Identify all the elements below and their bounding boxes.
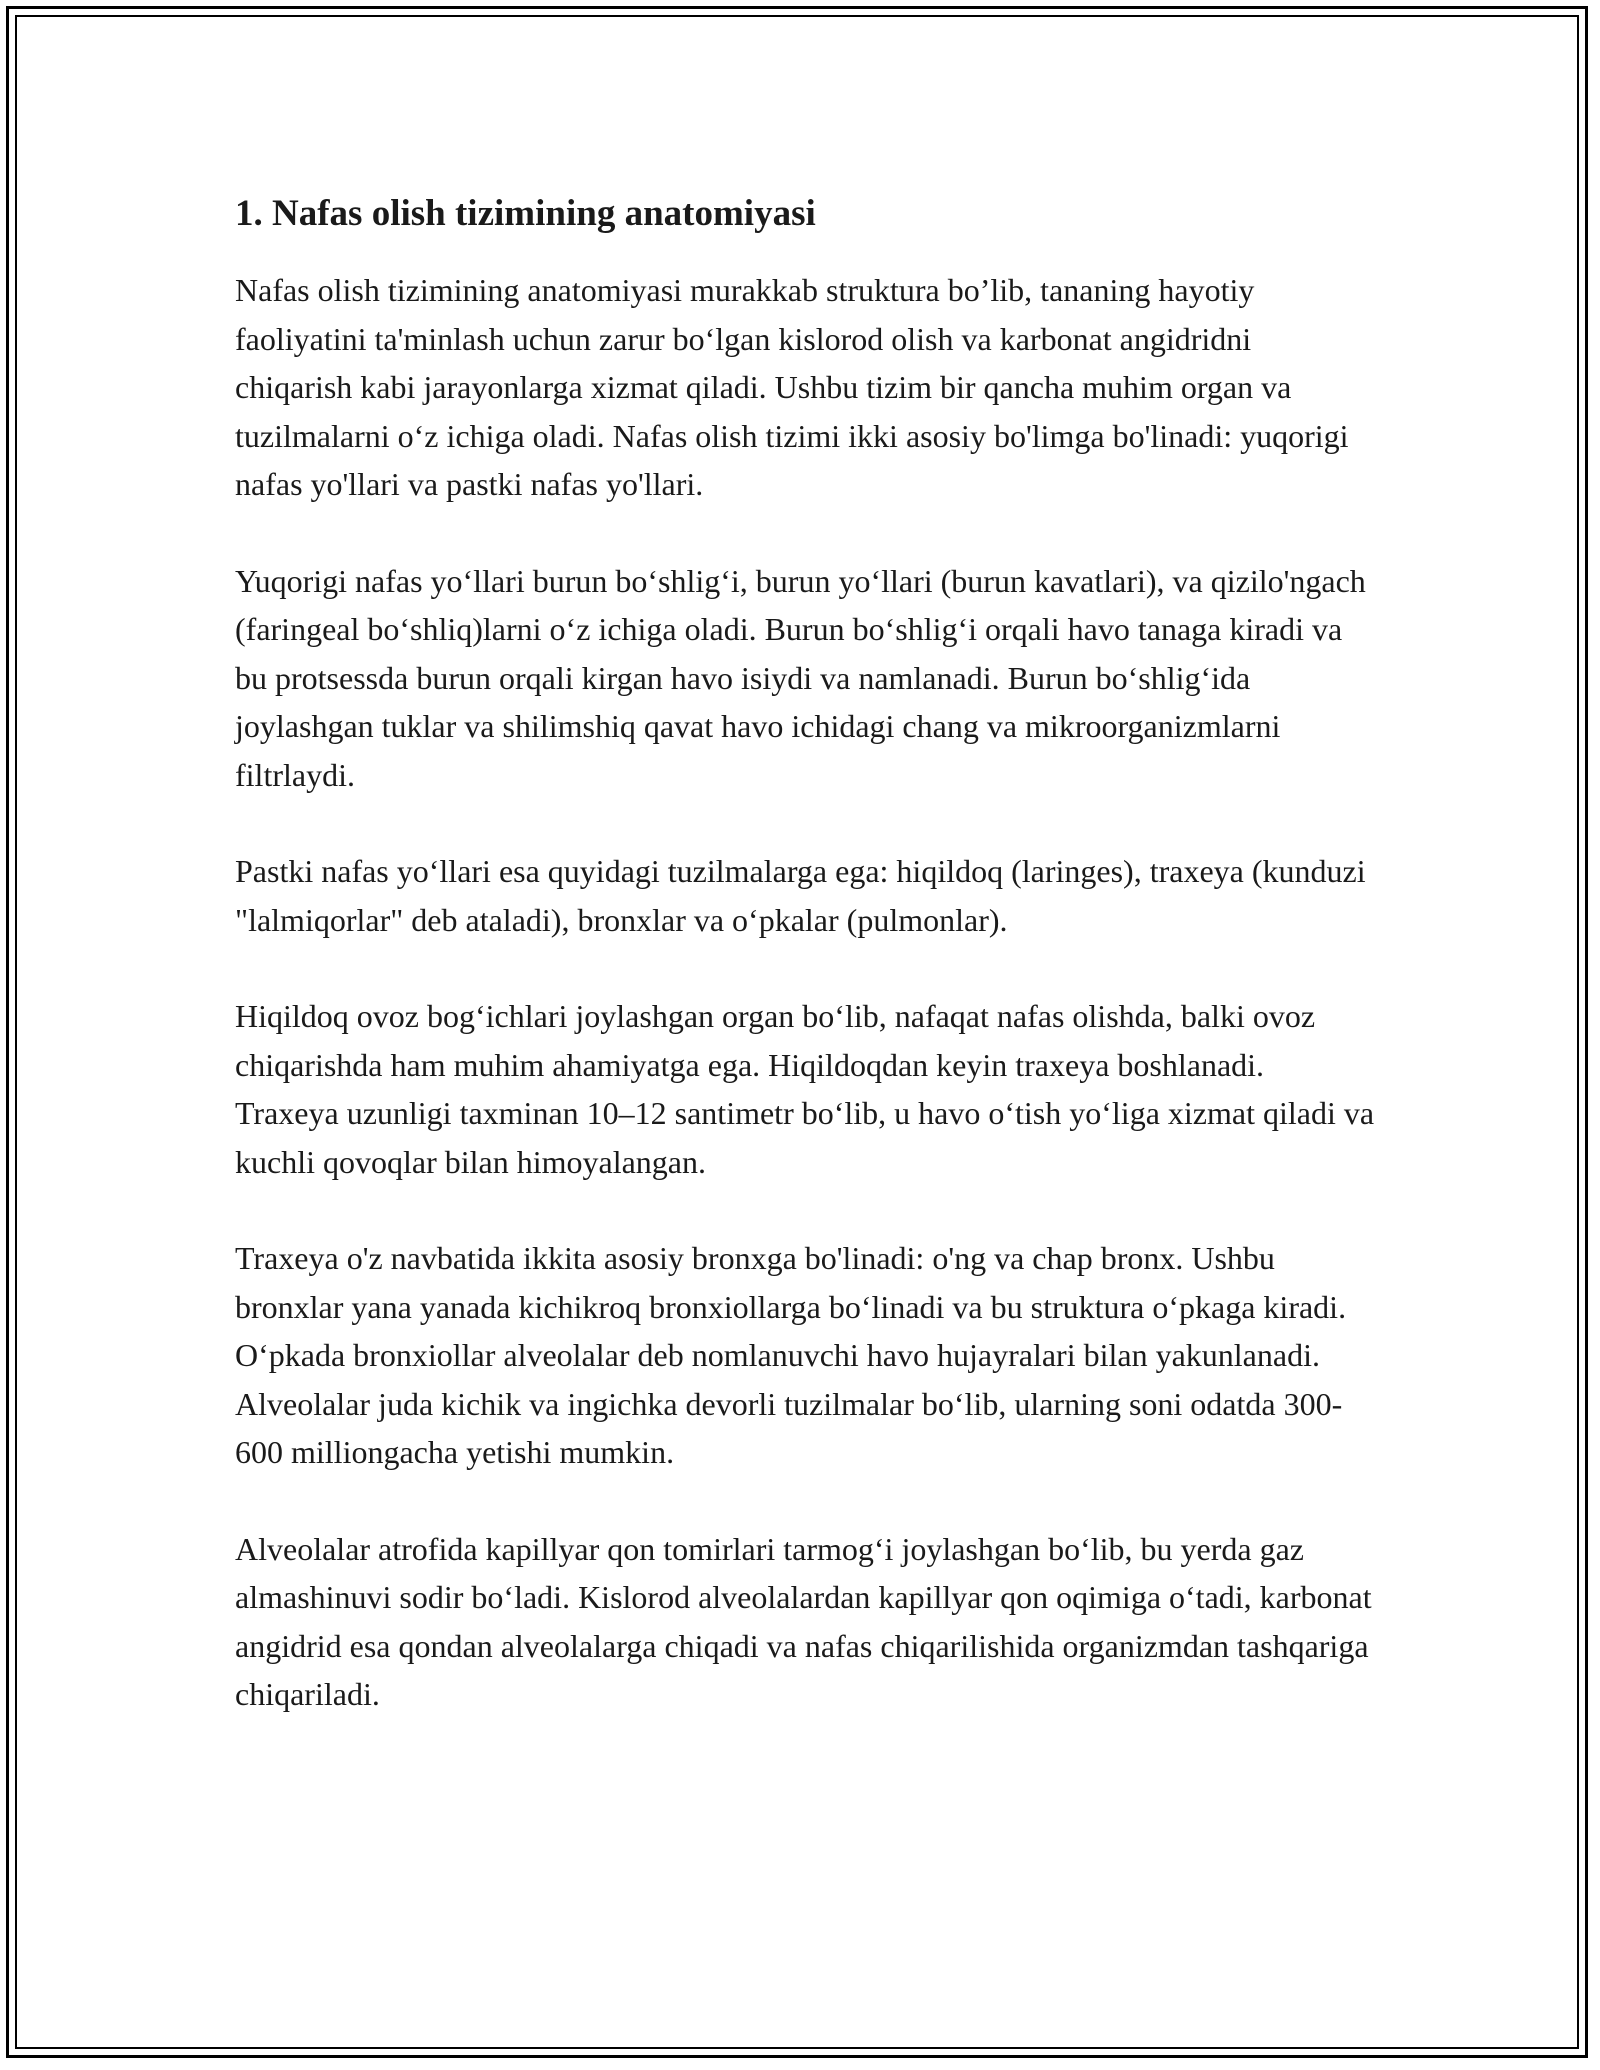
paragraph-gas-exchange: Alveolalar atrofida kapillyar qon tomirlari tarmog‘i joylashgan bo‘lib, bu yerda gaz almashinuvi sodir bo‘ladi. Kislorod alveolalardan kapillyar qon oqimiga o‘tadi, karbonat angidrid esa qondan alveolalarga chiqadi va nafas chiqarilishida organizmdan tashqariga chiqariladi. — [235, 1530, 1372, 1712]
paragraph-bronchi-alveoli: Traxeya o'z navbatida ikkita asosiy bronxga bo'linadi: o'ng va chap bronx. Ushbu bronxlar yana yanada kichikroq bronxiollarga bo‘linadi va bu struktura o‘pkaga kiradi. O‘pkada bronxiollar alveolalar deb nomlanuvchi havo hujayralari bilan yakunlanadi. Alveolalar juda kichik va ingichka devorli tuzilmalar bo‘lib, ularning soni odatda 300-600 milliongacha yetishi mumkin. — [235, 1240, 1347, 1470]
section-title: 1. Nafas olish tizimining anatomiyasi — [235, 193, 816, 234]
paragraph-intro: Nafas olish tizimining anatomiyasi murakkab struktura bo’lib, tananing hayotiy faoliyatini ta'minlash uchun zarur bo‘lgan kislorod olish va karbonat angidridni chiqarish kabi jarayonlarga xizmat qiladi. Ushbu tizim bir qancha muhim organ va tuzilmalarni o‘z ichiga oladi. Nafas olish tizimi ikki asosiy bo'limga bo'linadi: yuqorigi nafas yo'llari va pastki nafas yo'llari. — [235, 272, 1349, 502]
paragraph-lower-airways: Pastki nafas yo‘llari esa quyidagi tuzilmalarga ega: hiqildoq (laringes), traxeya (kunduzi "lalmiqorlar" deb ataladi), bronxlar va o‘pkalar (pulmonlar). — [235, 853, 1366, 938]
document-body — [235, 190, 1375, 1767]
paragraph-larynx-trachea: Hiqildoq ovoz bog‘ichlari joylashgan organ bo‘lib, nafaqat nafas olishda, balki ovoz chiqarishda ham muhim ahamiyatga ega. Hiqildoqdan keyin traxeya boshlanadi. Traxeya uzunligi taxminan 10–12 santimetr bo‘lib, u havo o‘tish yo‘liga xizmat qiladi va kuchli qovoqlar bilan himoyalangan. — [235, 998, 1375, 1180]
paragraph-upper-airways: Yuqorigi nafas yo‘llari burun bo‘shlig‘i, burun yo‘llari (burun kavatlari), va qizilo'ngach (faringeal bo‘shliq)larni o‘z ichiga oladi. Burun bo‘shlig‘i orqali havo tanaga kiradi va bu protsessda burun orqali kirgan havo isiydi va namlanadi. Burun bo‘shlig‘ida joylashgan tuklar va shilimshiq qavat havo ichidagi chang va mikroorganizmlarni filtrlaydi. — [235, 562, 1366, 793]
